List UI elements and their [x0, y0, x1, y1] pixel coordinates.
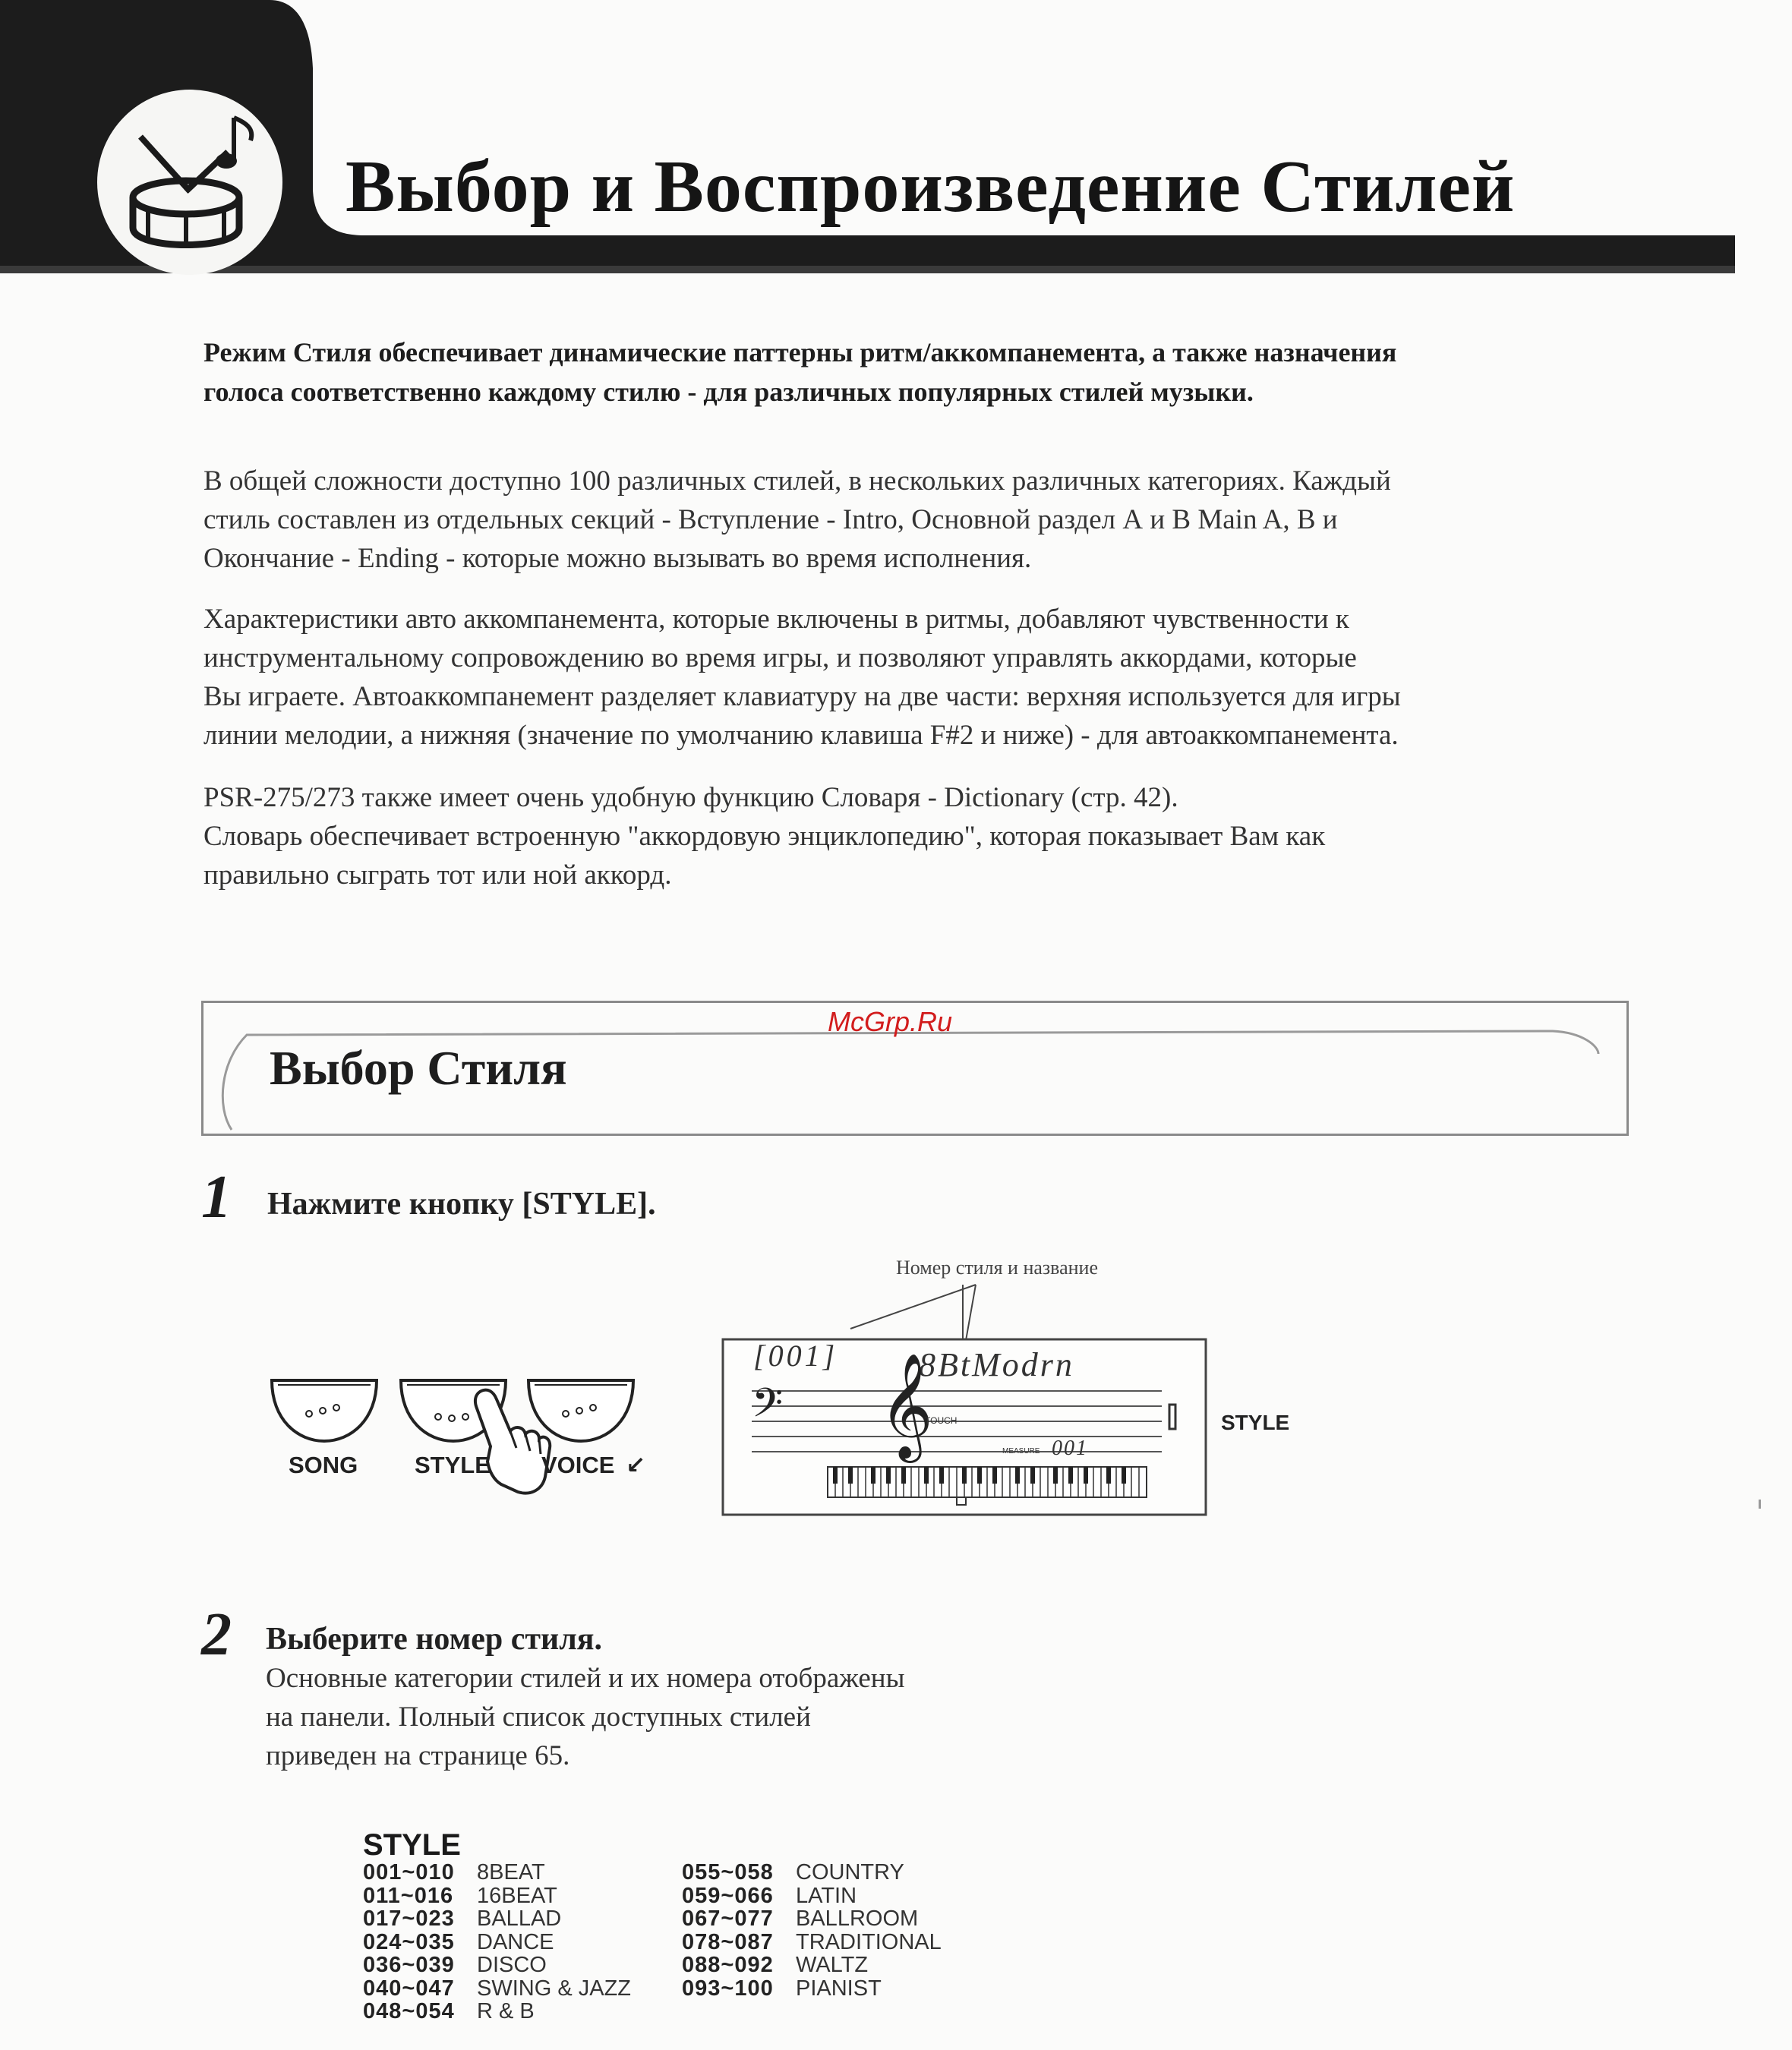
style-range: 017~023: [363, 1906, 455, 1931]
style-range: 067~077: [682, 1906, 774, 1931]
lcd-measure-label: MEASURE: [1002, 1447, 1040, 1456]
lcd-style-name: 8BtModrn: [919, 1346, 1074, 1383]
style-category: R & B: [477, 1999, 535, 2023]
style-category: BALLAD: [477, 1906, 562, 1931]
step-2-line: на панели. Полный список доступных стилей: [266, 1702, 811, 1733]
style-list-item: [363, 1977, 631, 2001]
step-2-text: [266, 1659, 1101, 1775]
voice-indicator-icon: ↙: [626, 1452, 645, 1478]
lcd-touch-label: TOUCH: [925, 1415, 958, 1426]
pointing-hand-icon: [471, 1386, 554, 1500]
style-list-item: [682, 1907, 942, 1931]
step-1-number: 1: [201, 1164, 232, 1231]
callout-label: Номер стиля и название: [896, 1257, 1099, 1279]
paragraph-line: линии мелодии, а нижняя (значение по умолчанию клавиша F#2 и ниже) - для автоаккомпанемента.: [203, 720, 1399, 751]
style-list-item: [363, 1907, 631, 1931]
style-range: 078~087: [682, 1929, 774, 1954]
style-category: TRADITIONAL: [796, 1929, 942, 1954]
style-list-item: [682, 1861, 942, 1884]
style-list-left: [363, 1861, 631, 2023]
style-list-item: [363, 1884, 631, 1908]
style-list-right: [682, 1861, 942, 2000]
style-category: SWING & JAZZ: [477, 1976, 631, 2001]
style-category: COUNTRY: [796, 1860, 904, 1884]
style-range: 055~058: [682, 1860, 774, 1884]
style-category: LATIN: [796, 1883, 857, 1908]
style-range: 040~047: [363, 1976, 455, 2001]
lcd-measure-value: 001: [1052, 1437, 1088, 1460]
style-button-label: STYLE: [415, 1452, 491, 1478]
style-list-item: [363, 2000, 631, 2023]
step-1-heading: Нажмите кнопку [STYLE].: [267, 1187, 656, 1222]
paragraph-line: инструментальному сопровождению во время игры, и позволяют управлять аккордами, которые: [203, 642, 1357, 673]
style-range: 048~054: [363, 1999, 455, 2023]
song-button[interactable]: [267, 1374, 381, 1446]
step-2-number: 2: [201, 1601, 232, 1668]
style-list-item: [363, 1931, 631, 1954]
paragraph-line: правильно сыграть тот или ной аккорд.: [203, 859, 672, 891]
scan-speck: [1759, 1500, 1761, 1509]
style-list-item: [682, 1884, 942, 1908]
treble-clef-icon: 𝄞: [879, 1355, 933, 1456]
style-category: WALTZ: [796, 1953, 869, 1977]
paragraph-styles-count: [203, 462, 1646, 578]
style-list-item: [363, 1861, 631, 1884]
style-range: 036~039: [363, 1953, 455, 1977]
paragraph-line: Окончание - Ending - которые можно вызывать во время исполнения.: [203, 543, 1032, 574]
drum-with-note-icon: [114, 106, 273, 258]
paragraph-dictionary: [203, 778, 1646, 894]
style-range: 011~016: [363, 1883, 454, 1908]
paragraph-line: стиль составлен из отдельных секций - Вступление - Intro, Основной раздел А и В Main A, B и: [203, 504, 1338, 535]
lcd-side-label: STYLE: [1221, 1411, 1290, 1434]
bass-clef-icon: 𝄢: [752, 1381, 784, 1435]
song-button-label: SONG: [289, 1452, 358, 1478]
lcd-style-number: [001]: [753, 1339, 838, 1373]
paragraph-line: Характеристики авто аккомпанемента, которые включены в ритмы, добавляют чувственности к: [203, 604, 1349, 635]
style-category: 8BEAT: [477, 1860, 545, 1884]
intro-lead: [203, 333, 1646, 412]
section-title: Выбор Стиля: [270, 1041, 567, 1095]
style-list-item: [682, 1954, 942, 1977]
style-category: DANCE: [477, 1929, 554, 1954]
page-title: Выбор и Воспроизведение Стилей: [345, 146, 1516, 228]
style-range: 024~035: [363, 1929, 455, 1954]
intro-lead-line: голоса соответственно каждому стилю - для различных популярных стилей музыки.: [203, 377, 1254, 407]
style-category: PIANIST: [796, 1976, 882, 2001]
style-category: BALLROOM: [796, 1906, 919, 1931]
paragraph-line: В общей сложности доступно 100 различных стилей, в нескольких различных категориях. Каждый: [203, 465, 1391, 497]
style-range: 088~092: [682, 1953, 774, 1977]
style-list-title: STYLE: [363, 1828, 461, 1862]
voice-button-label: VOICE: [541, 1452, 615, 1478]
style-category: 16BEAT: [477, 1883, 557, 1908]
paragraph-auto-accompaniment: [203, 600, 1646, 755]
step-2-line: Основные категории стилей и их номера отображены: [266, 1663, 905, 1694]
step-2-heading: Выберите номер стиля.: [266, 1622, 602, 1657]
step-2-line: приведен на странице 65.: [266, 1740, 570, 1771]
watermark-link[interactable]: McGrp.Ru: [828, 1006, 953, 1037]
style-range: 093~100: [682, 1976, 774, 2001]
style-range: 059~066: [682, 1883, 774, 1908]
style-list-item: [682, 1977, 942, 2001]
paragraph-line: Вы играете. Автоаккомпанемент разделяет клавиатуру на две части: верхняя используется для игры: [203, 681, 1401, 712]
paragraph-line: Словарь обеспечивает встроенную "аккордовую энциклопедию", которая показывает Вам как: [203, 821, 1326, 852]
style-range: 001~010: [363, 1860, 455, 1884]
style-list-item: [363, 1954, 631, 1977]
style-list-item: [682, 1931, 942, 1954]
style-category: DISCO: [477, 1953, 547, 1977]
paragraph-line: PSR-275/273 также имеет очень удобную функцию Словаря - Dictionary (стр. 42).: [203, 782, 1178, 813]
intro-lead-line: Режим Стиля обеспечивает динамические паттерны ритм/аккомпанемента, а также назначения: [203, 337, 1397, 367]
